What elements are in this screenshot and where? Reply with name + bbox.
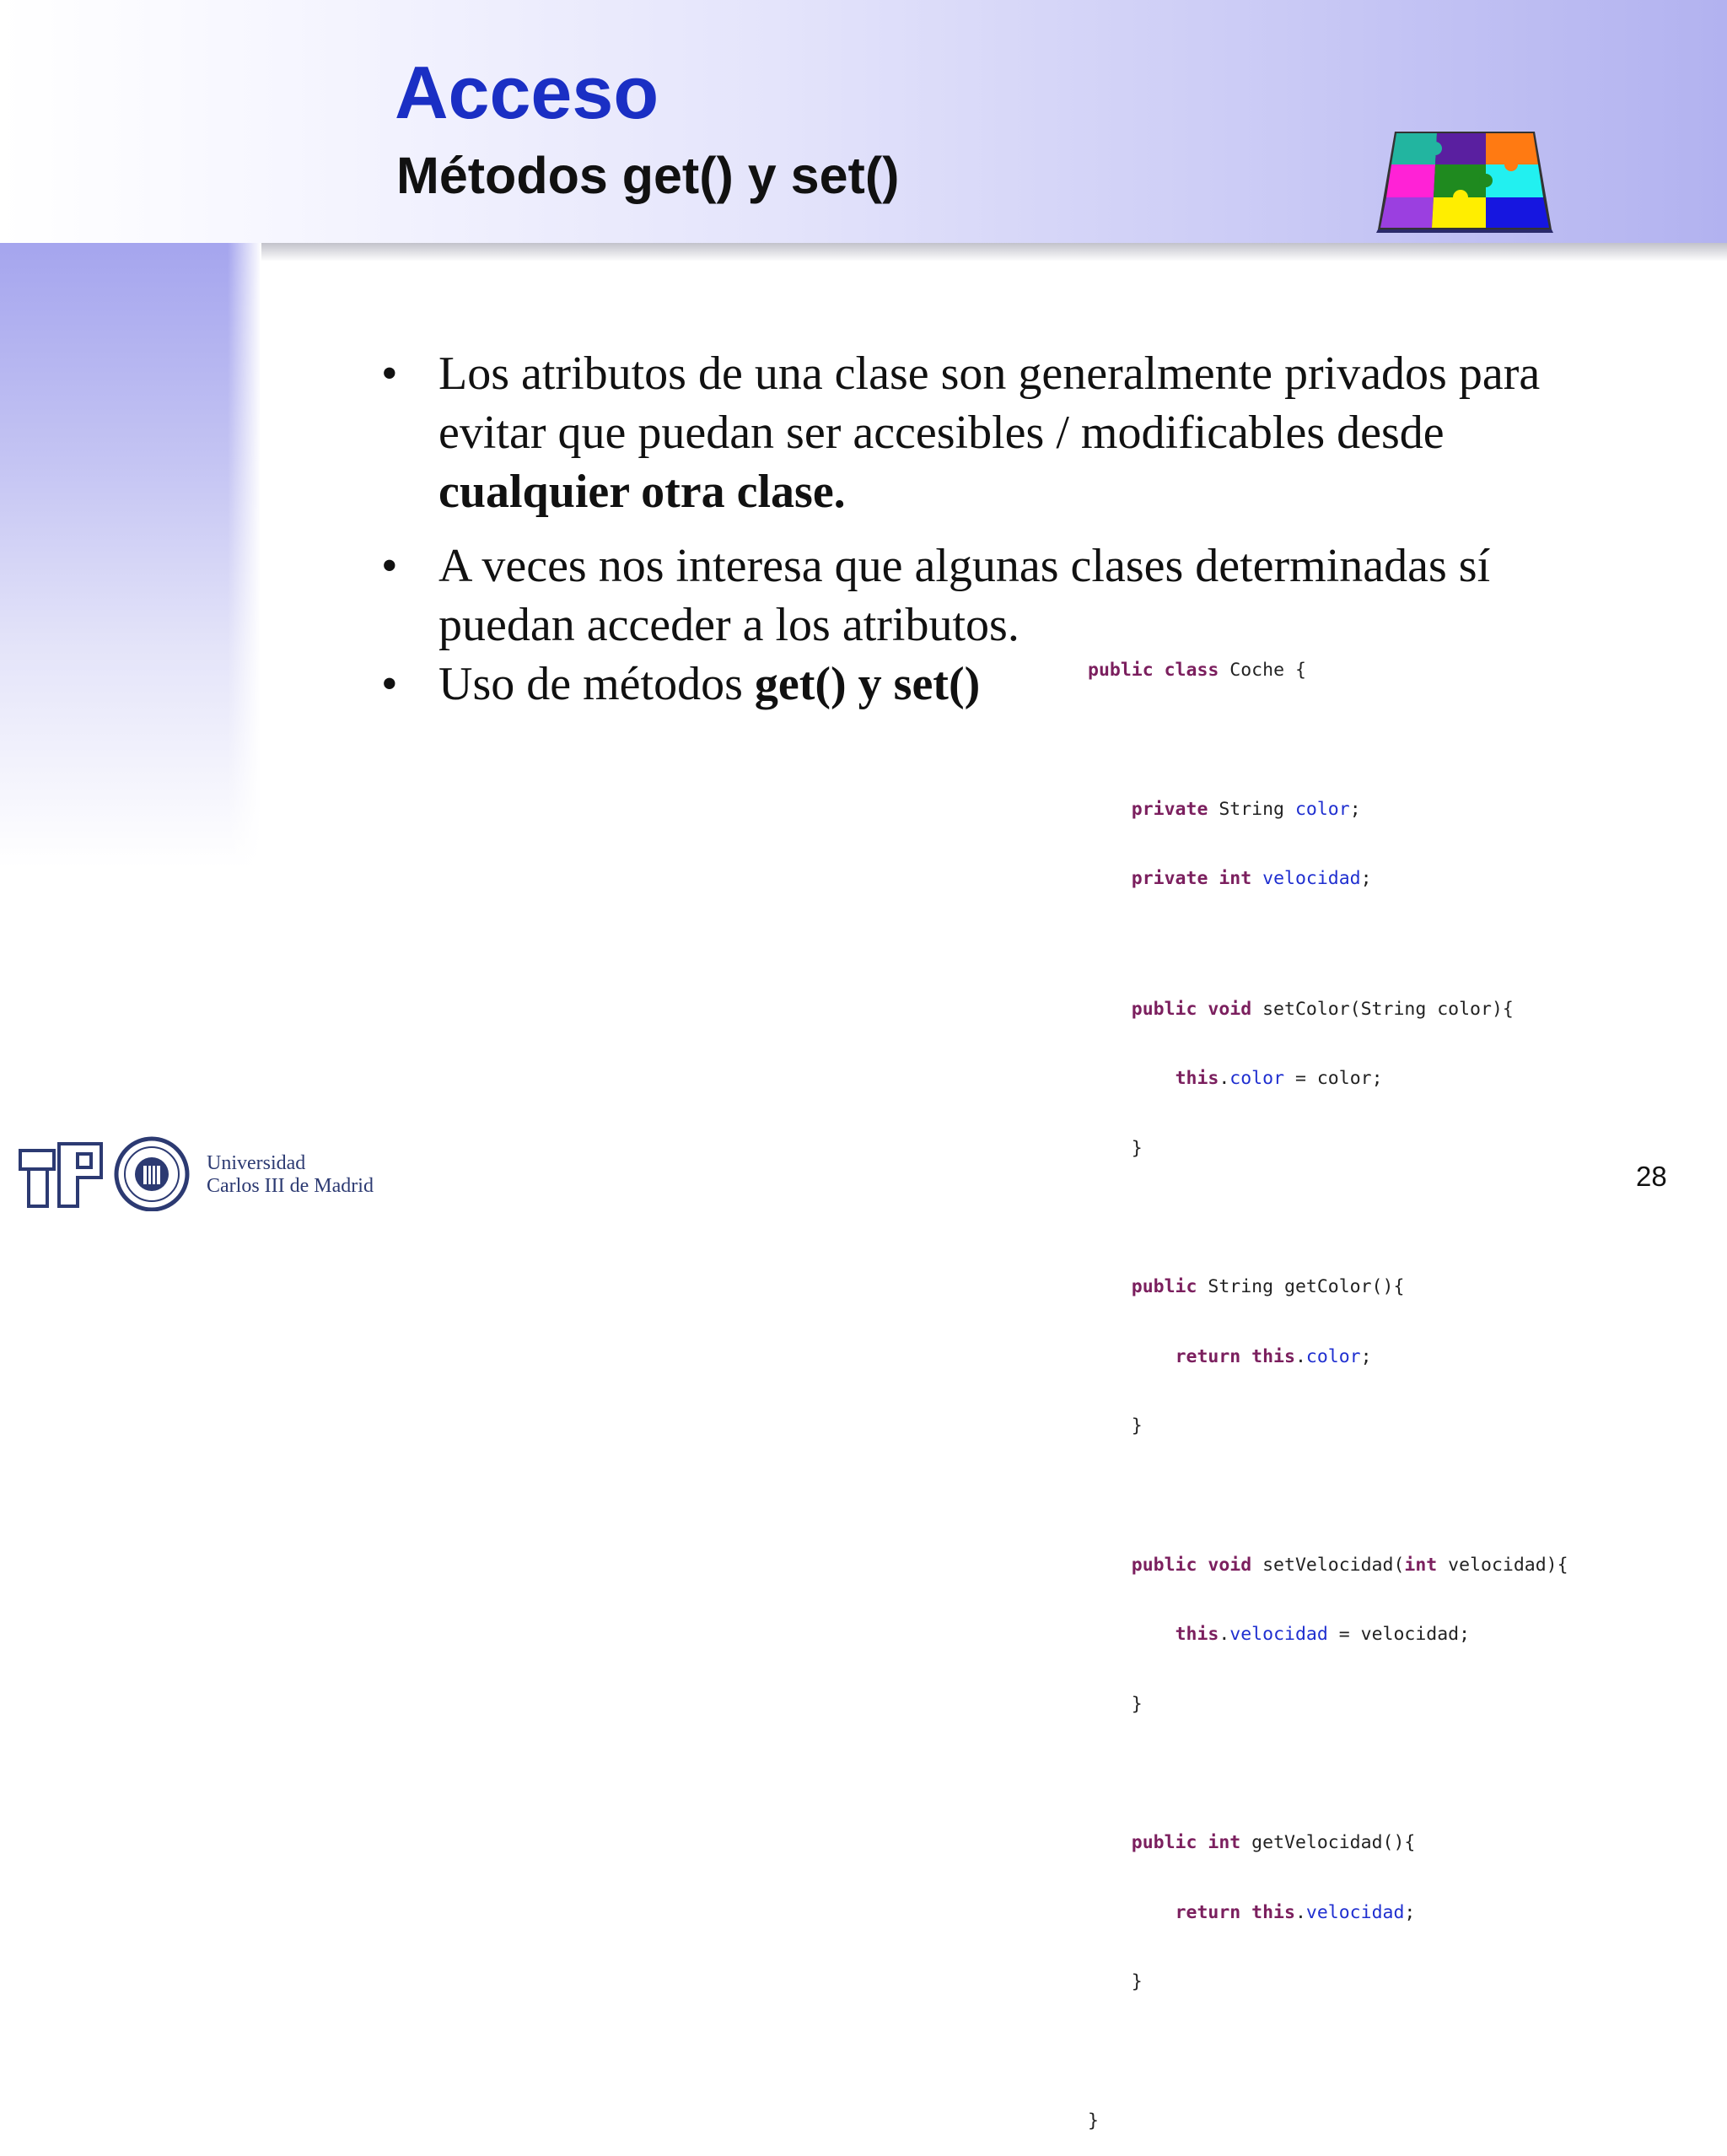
- code-line: private String color;: [1131, 798, 1361, 820]
- university-name: [207, 1152, 374, 1198]
- bullet-marker: •: [381, 658, 398, 710]
- university-name-line1: Universidad: [207, 1152, 306, 1174]
- left-decor-fade: [228, 243, 261, 867]
- code-line: public void setColor(String color){: [1131, 998, 1514, 1020]
- bullet-marker: •: [381, 348, 398, 400]
- slide-title: Acceso: [395, 51, 659, 134]
- left-decor-band: [0, 243, 260, 867]
- code-line: this.color = color;: [1175, 1068, 1383, 1089]
- bullet-bold-text: cualquier otra clase.: [438, 466, 846, 518]
- slide-subtitle: Métodos get() y set(): [396, 147, 900, 204]
- code-line: public void setVelocidad(int velocidad){: [1131, 1554, 1568, 1576]
- code-line: }: [1131, 1971, 1143, 1992]
- code-line: return this.velocidad;: [1175, 1901, 1416, 1923]
- itp-logo-icon: [20, 1144, 101, 1206]
- code-line: }: [1131, 1137, 1143, 1159]
- code-line: public String getColor(){: [1131, 1276, 1405, 1297]
- code-sample: [1088, 612, 1568, 2156]
- university-name-line2: Carlos III de Madrid: [207, 1175, 374, 1197]
- page-number: 28: [1636, 1161, 1667, 1192]
- code-line: this.velocidad = velocidad;: [1175, 1624, 1471, 1645]
- code-line: private int velocidad;: [1131, 868, 1372, 889]
- bullet-text: Uso de métodos: [438, 658, 755, 710]
- bullet-bold-text: get() y set(): [754, 658, 981, 710]
- code-line: public class Coche {: [1088, 660, 1306, 681]
- code-line: }: [1131, 1693, 1143, 1715]
- uc3m-seal-icon: [116, 1139, 187, 1210]
- code-line: public int getVelocidad(){: [1131, 1832, 1416, 1853]
- bullet-text: Los atributos de una clase son generalmente privados para evitar que puedan ser accesibles / modificables desde: [438, 348, 1541, 459]
- bullet-marker: •: [381, 540, 398, 592]
- bullet-text: A veces nos interesa que algunas clases determinadas sí puedan acceder a los atributos.: [438, 540, 1491, 651]
- code-line: }: [1088, 2110, 1099, 2132]
- bullet-item: [371, 344, 1568, 521]
- code-line: }: [1131, 1415, 1143, 1436]
- code-line: return this.color;: [1175, 1345, 1372, 1367]
- puzzle-icon: [1376, 127, 1553, 234]
